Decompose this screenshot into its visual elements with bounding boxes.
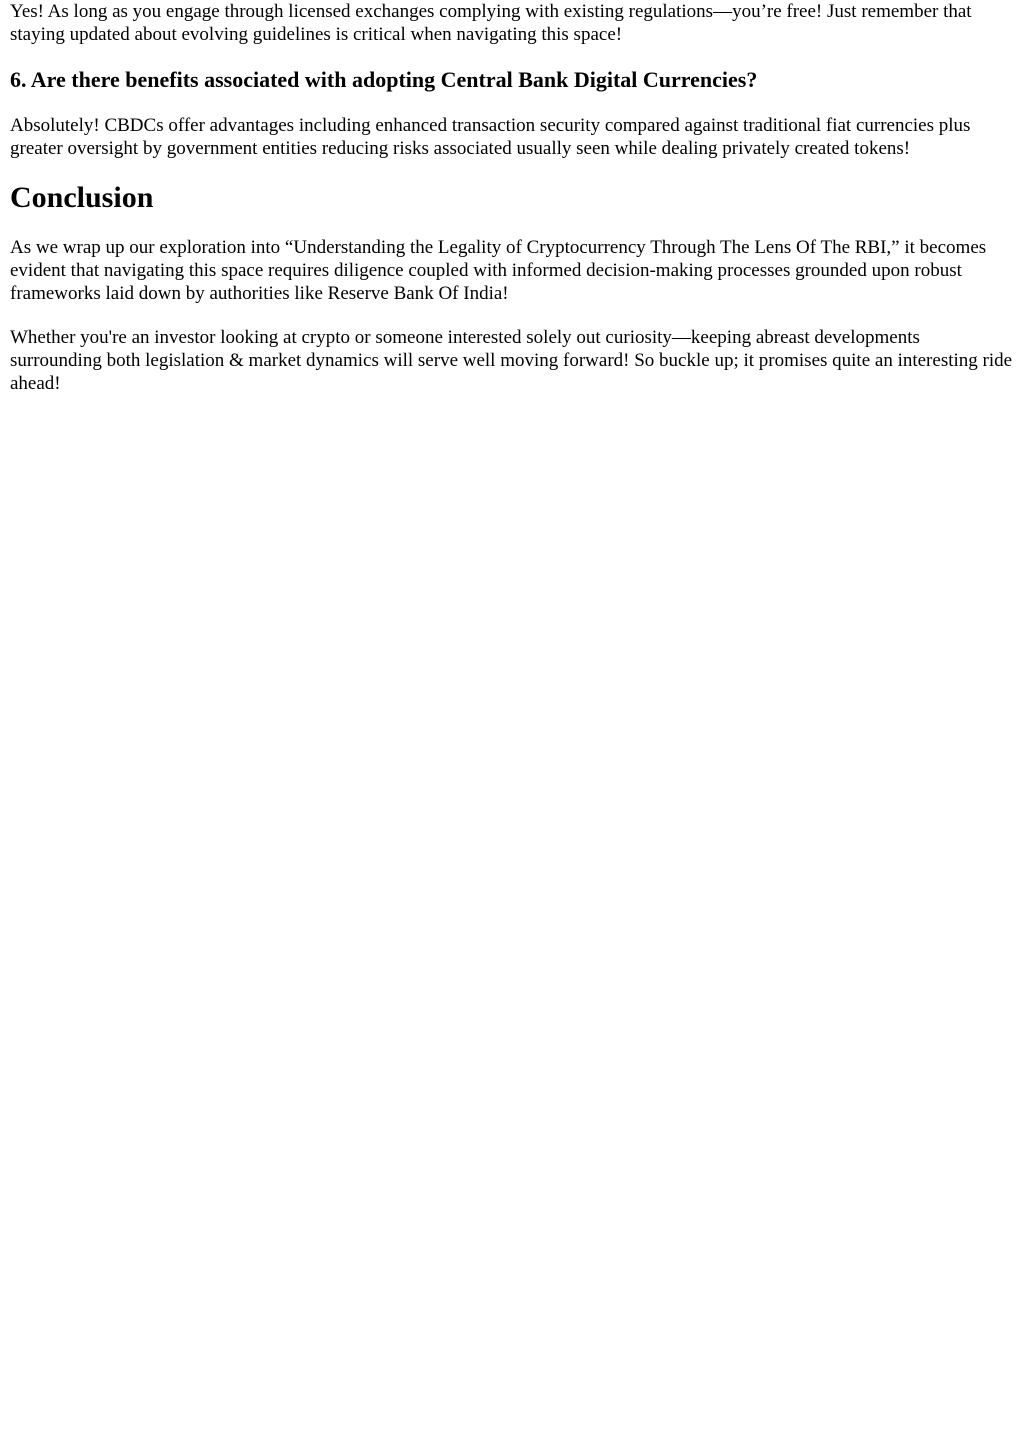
faq-6-answer-paragraph: Absolutely! CBDCs offer advantages including enhanced transaction security compared against traditional fiat currencies plus greater oversight by government entities reducing risks associated usually seen while dealing privately created tokens! [10,115,971,159]
conclusion-heading: Conclusion [10,181,154,214]
conclusion-paragraph-1: As we wrap up our exploration into “Understanding the Legality of Cryptocurrency Through The Lens Of The RBI,” it becomes evident that navigating this space requires diligence coupled with informed decision-making processes grounded upon robust frameworks laid down by authorities like Reserve Bank Of India! [10,237,987,304]
faq-6-heading: 6. Are there benefits associated with adopting Central Bank Digital Currencies? [10,67,758,92]
faq-5-answer-paragraph: Yes! As long as you engage through licensed exchanges complying with existing regulations—you’re free! Just remember that staying updated about evolving guidelines is critical when navigating this space! [10,1,972,45]
article-body [10,0,1014,395]
conclusion-paragraph-2: Whether you're an investor looking at crypto or someone interested solely out curiosity—keeping abreast developments surrounding both legislation & market dynamics will serve well moving forward! So buckle up; it promises quite an interesting ride ahead! [10,327,1013,394]
